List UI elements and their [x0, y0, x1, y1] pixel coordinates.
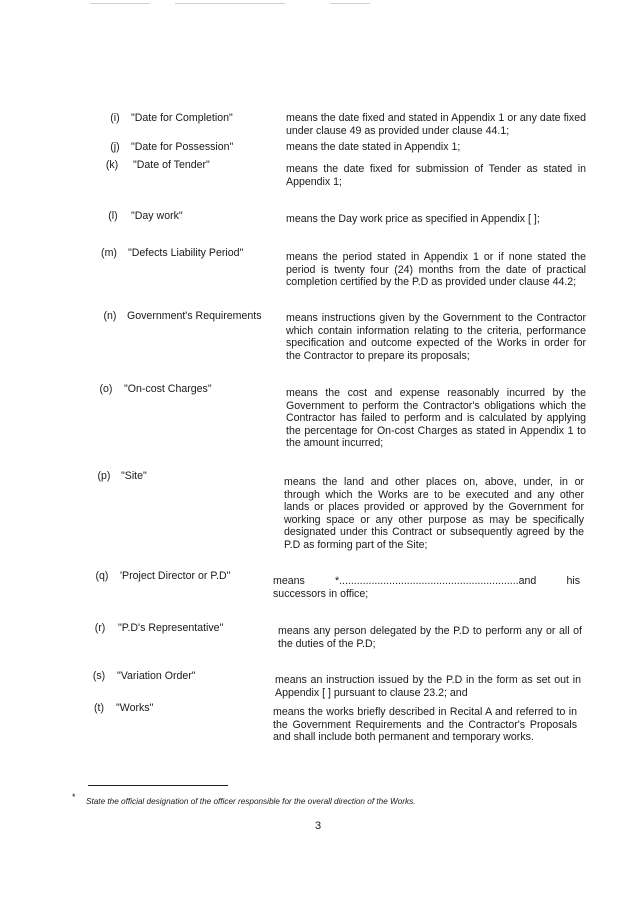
- definition-letter: (n): [103, 310, 117, 322]
- footnote-rule: [88, 785, 228, 786]
- definition-text: means the works briefly described in Recital A and referred to in the Government Requirements and the Contractor's Proposals and shall include both permanent and temporary works.: [273, 706, 577, 744]
- definition-text: means the date fixed and stated in Appendix 1 or any date fixed under clause 49 as provided under clause 44.1;: [286, 112, 586, 137]
- scan-artifact: [90, 3, 150, 4]
- definition-term: "Variation Order": [117, 670, 196, 682]
- definition-term: "Site": [121, 470, 147, 482]
- definition-term: "Defects Liability Period": [128, 247, 244, 259]
- definition-text: means instructions given by the Government to the Contractor which contain information relating to the criteria, performance specification and outcome expected of the Works in order for the Contractor to prepare its proposals;: [286, 312, 586, 362]
- definition-letter: (o): [99, 383, 113, 395]
- definition-term: Government's Requirements: [127, 310, 262, 322]
- definition-text: means the cost and expense reasonably incurred by the Government to perform the Contractor's obligations which the Contractor has failed to perform and is calculated by applying the percentage for On-cost Charges as stated in Appendix 1 to the amount incurred;: [286, 387, 586, 450]
- definition-text: means *.............................................................and his successors in office;: [273, 575, 580, 600]
- definition-letter: (k): [105, 159, 119, 171]
- definition-term: "Works": [116, 702, 154, 714]
- footnote-mark: *: [72, 792, 76, 802]
- definition-text: means an instruction issued by the P.D in the form as set out in Appendix [ ] pursuant to clause 23.2; and: [275, 674, 581, 699]
- scan-artifact: [175, 3, 285, 4]
- definition-letter: (p): [97, 470, 111, 482]
- definition-text: means any person delegated by the P.D to perform any or all of the duties of the P.D;: [278, 625, 582, 650]
- definition-term: "Day work": [131, 210, 183, 222]
- page-number: 3: [314, 820, 322, 832]
- definition-term: "Date for Possession": [131, 141, 234, 153]
- definition-letter: (q): [95, 570, 109, 582]
- definition-letter: (r): [94, 622, 106, 634]
- definition-letter: (j): [110, 141, 120, 153]
- definition-term: "Date for Completion": [131, 112, 233, 124]
- footnote-text: State the official designation of the officer responsible for the overall direction of the Works.: [86, 797, 416, 806]
- definition-text: means the date fixed for submission of Tender as stated in Appendix 1;: [286, 163, 586, 188]
- definition-text: means the land and other places on, above, under, in or through which the Works are to be executed and any other lands or places provided or approved by the Government for working space or any other purpose as may be specifically designated under this Contract or subsequently agreed by the P.D as forming part of the Site;: [284, 476, 584, 551]
- definition-term: "Date of Tender": [133, 159, 210, 171]
- scan-artifact: [330, 3, 370, 4]
- definition-term: "On-cost Charges": [124, 383, 212, 395]
- definition-letter: (l): [108, 210, 118, 222]
- definition-text: means the date stated in Appendix 1;: [286, 141, 461, 153]
- definition-text: means the period stated in Appendix 1 or if none stated the period is twenty four (24) months from the date of practical completion certified by the P.D as provided under clause 44.2;: [286, 251, 586, 289]
- definition-letter: (s): [92, 670, 106, 682]
- definition-letter: (t): [94, 702, 104, 714]
- definition-text: means the Day work price as specified in Appendix [ ];: [286, 213, 540, 225]
- definition-letter: (m): [101, 247, 117, 259]
- definition-term: "P.D's Representative": [118, 622, 224, 634]
- definition-letter: (i): [110, 112, 120, 124]
- definition-term: 'Project Director or P.D": [120, 570, 231, 582]
